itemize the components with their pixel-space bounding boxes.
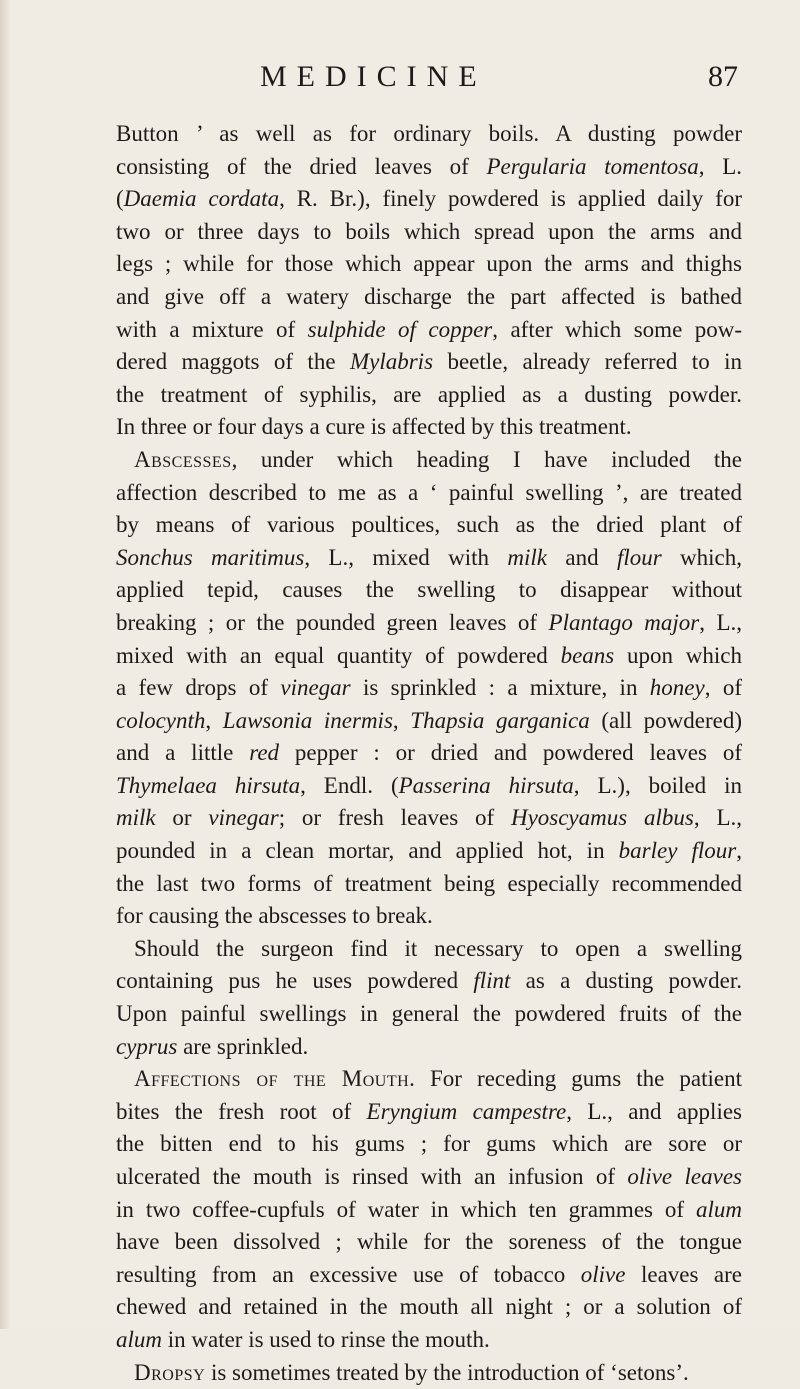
text-run: In three or four days a cure is affected by this treatment.: [116, 414, 632, 440]
italic-term: olive leaves: [627, 1164, 742, 1189]
italic-term: beans: [560, 642, 615, 668]
running-head: [118, 58, 738, 98]
text-run: and: [547, 544, 617, 570]
italic-term: sulphide of copper: [307, 316, 493, 342]
italic-term: alum: [696, 1196, 742, 1222]
italic-term: Mylabris: [349, 349, 434, 375]
text-line: [116, 1357, 742, 1389]
text-line: [116, 640, 742, 673]
text-line: [116, 574, 742, 607]
text-line: [116, 965, 742, 998]
text-run: dered maggots of the: [116, 349, 350, 375]
running-title: MEDICINE: [260, 60, 487, 93]
text-line: [116, 118, 742, 151]
italic-term: barley flour: [618, 838, 737, 864]
text-run: is sometimes treated by the introduction of ‘setons’.: [205, 1359, 689, 1385]
italic-term: Eryngium campestre: [366, 1098, 567, 1124]
text-run: , L., and applies: [566, 1098, 742, 1124]
text-line: [116, 281, 742, 314]
italic-term: olive: [580, 1261, 626, 1287]
text-run: as a dusting powder.: [510, 968, 742, 994]
text-run: the bitten end to his gums ; for gums which are sore or: [116, 1131, 742, 1157]
italic-term: vinegar: [208, 805, 279, 831]
text-line: [116, 998, 742, 1031]
italic-term: Pergularia tomentosa: [486, 153, 699, 179]
text-run: , L.,: [699, 609, 742, 635]
text-line: [116, 1063, 742, 1096]
text-line: [116, 183, 742, 216]
text-run: are sprinkled.: [177, 1033, 309, 1059]
text-run: (all powdered): [589, 707, 742, 733]
text-line: [116, 900, 742, 933]
body-text: [116, 118, 742, 1389]
text-run: for causing the abscesses to break.: [116, 903, 433, 929]
text-run: (: [116, 186, 124, 212]
italic-term: vinegar: [280, 675, 351, 701]
italic-term: flour: [616, 544, 662, 570]
text-run: two or three days to boils which spread upon the arms and: [116, 218, 742, 244]
text-run: legs ; while for those which appear upon the arms and thighs: [116, 251, 742, 277]
text-run: . For receding gums the patient: [409, 1066, 742, 1092]
text-run: , L.: [698, 153, 742, 179]
text-run: , under which heading I have included the: [231, 446, 742, 472]
text-run: ; or fresh leaves of: [278, 805, 511, 831]
text-line: [116, 1161, 742, 1194]
text-run: which,: [661, 544, 742, 570]
text-run: , L.), boiled in: [573, 772, 742, 798]
italic-term: Sonchus maritimus: [116, 544, 305, 570]
text-line: [116, 1194, 742, 1227]
italic-term: alum: [116, 1326, 162, 1352]
text-run: Button ’ as well as for ordinary boils. A dusting powder: [116, 121, 742, 146]
italic-term: honey: [649, 675, 705, 701]
italic-term: Daemia cordata: [123, 186, 280, 212]
text-run: , after which some pow-: [492, 316, 742, 342]
text-run: applied tepid, causes the swelling to disappear without: [116, 577, 742, 603]
italic-term: Hyoscyamus albus: [510, 805, 694, 831]
text-line: [116, 444, 742, 477]
text-run: by means of various poultices, such as the dried plant of: [116, 512, 742, 538]
text-run: or: [155, 805, 209, 831]
italic-term: milk: [507, 544, 548, 570]
text-run: , Endl. (: [300, 772, 399, 798]
page-gutter-shadow: [0, 0, 10, 1329]
text-line: [116, 248, 742, 281]
text-line: [116, 509, 742, 542]
text-run: containing pus he uses powdered: [116, 968, 474, 994]
italic-term: Plantago major: [548, 609, 700, 635]
text-run: ulcerated the mouth is rinsed with an infusion of: [116, 1164, 628, 1189]
text-run: and give off a watery discharge the part affected is bathed: [116, 283, 742, 309]
text-run: , R. Br.), finely powdered is applied daily for: [279, 186, 742, 212]
italic-term: Passerina hirsuta: [398, 772, 574, 798]
text-line: [116, 705, 742, 738]
italic-term: Lawsonia inermis: [222, 707, 393, 733]
text-line: [116, 1031, 742, 1064]
italic-term: Thymelaea hirsuta: [116, 772, 301, 798]
text-run: leaves are: [625, 1261, 742, 1287]
text-run: , L., mixed with: [304, 544, 508, 570]
text-line: [116, 151, 742, 184]
text-line: [116, 672, 742, 705]
text-line: [116, 737, 742, 770]
section-heading: Affections of the Mouth: [134, 1066, 410, 1092]
italic-term: Thapsia garganica: [410, 707, 590, 733]
text-line: [116, 933, 742, 966]
italic-term: red: [249, 740, 280, 766]
text-line: [116, 1226, 742, 1259]
text-run: mixed with an equal quantity of powdered: [116, 642, 561, 668]
text-run: have been dissolved ; while for the soreness of the tongue: [116, 1229, 742, 1255]
text-line: [116, 835, 742, 868]
text-run: is sprinkled : a mixture, in: [350, 675, 650, 701]
italic-term: colocynth: [116, 707, 206, 733]
text-line: [116, 411, 742, 444]
text-line: [116, 607, 742, 640]
text-run: ,: [736, 838, 742, 864]
text-run: a few drops of: [116, 675, 281, 701]
text-line: [116, 477, 742, 510]
text-line: [116, 770, 742, 803]
text-run: affection described to me as a ‘ painful swelling ’, are treated: [116, 479, 742, 505]
text-run: beetle, already referred to in: [433, 349, 742, 375]
text-line: [116, 542, 742, 575]
italic-term: cyprus: [116, 1033, 178, 1059]
text-run: and a little: [116, 740, 250, 766]
text-line: [116, 1128, 742, 1161]
italic-term: flint: [473, 968, 511, 994]
text-run: , L.,: [693, 805, 742, 831]
text-line: [116, 379, 742, 412]
text-run: consisting of the dried leaves of: [116, 153, 487, 179]
text-run: breaking ; or the pounded green leaves of: [116, 609, 549, 635]
text-line: [116, 346, 742, 379]
text-run: the treatment of syphilis, are applied as a dusting powder.: [116, 381, 742, 407]
text-run: in water is used to rinse the mouth.: [162, 1326, 490, 1352]
section-heading: Abscesses: [134, 446, 232, 472]
text-line: [116, 1096, 742, 1129]
text-run: in two coffee-cupfuls of water in which ten grammes of: [116, 1196, 696, 1222]
text-run: the last two forms of treatment being especially recommended: [116, 870, 742, 896]
text-run: , of: [704, 675, 742, 701]
text-line: [116, 1291, 742, 1324]
text-run: pounded in a clean mortar, and applied hot, in: [116, 838, 619, 864]
italic-term: milk: [116, 805, 156, 831]
text-run: pepper : or dried and powdered leaves of: [279, 740, 742, 766]
section-heading: Dropsy: [134, 1359, 206, 1385]
text-run: upon which: [614, 642, 742, 668]
text-line: [116, 216, 742, 249]
text-line: [116, 868, 742, 901]
text-run: with a mixture of: [116, 316, 308, 342]
text-line: [116, 1259, 742, 1292]
text-run: resulting from an excessive use of tobacco: [116, 1261, 581, 1287]
text-run: ,: [205, 707, 223, 733]
page-number: 87: [708, 60, 738, 93]
text-line: [116, 802, 742, 835]
text-run: bites the fresh root of: [116, 1098, 367, 1124]
text-run: Should the surgeon find it necessary to open a swelling: [134, 935, 742, 961]
text-line: [116, 314, 742, 347]
text-run: ,: [392, 707, 411, 733]
text-run: chewed and retained in the mouth all night ; or a solution of: [116, 1294, 742, 1320]
text-run: Upon painful swellings in general the powdered fruits of the: [116, 1001, 742, 1027]
